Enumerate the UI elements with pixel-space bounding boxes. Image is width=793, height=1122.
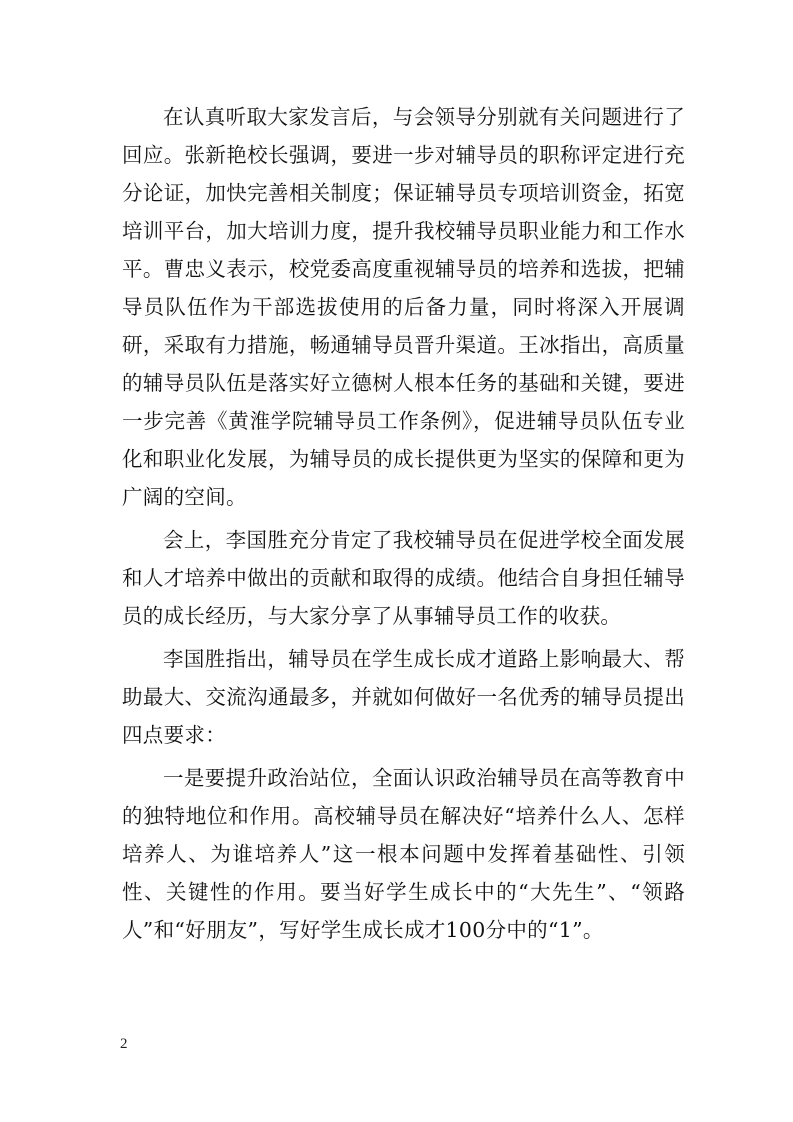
paragraph-li-guosheng-requirements: 李国胜指出，辅导员在学生成长成才道路上影响最大、帮助最大、交流沟通最多，并就如何做好一名优秀的辅导员提出四点要求： xyxy=(122,647,685,747)
paragraph-first-requirement: 一是要提升政治站位，全面认识政治辅导员在高等教育中的独特地位和作用。高校辅导员在解决好“培养什么人、怎样培养人、为谁培养人”这一根本问题中发挥着基础性、引领性、关键性的作用。要当好学生成长中的“大先生”、“领路人”和“好朋友”，写好学生成长成才100分中的“1”。 xyxy=(122,766,685,942)
page-number: 2 xyxy=(120,1036,128,1052)
body-text xyxy=(122,98,685,954)
paragraph-li-guosheng-affirmation: 会上，李国胜充分肯定了我校辅导员在促进学校全面发展和人才培养中做出的贡献和取得的成绩。他结合自身担任辅导员的成长经历，与大家分享了从事辅导员工作的收获。 xyxy=(122,528,685,628)
paragraph-leaders-response: 在认真听取大家发言后，与会领导分别就有关问题进行了回应。张新艳校长强调，要进一步对辅导员的职称评定进行充分论证，加快完善相关制度；保证辅导员专项培训资金，拓宽培训平台，加大培训力度，提升我校辅导员职业能力和工作水平。曹忠义表示，校党委高度重视辅导员的培养和选拔，把辅导员队伍作为干部选拔使用的后备力量，同时将深入开展调研，采取有力措施，畅通辅导员晋升渠道。王冰指出，高质量的辅导员队伍是落实好立德树人根本任务的基础和关键，要进一步完善《黄淮学院辅导员工作条例》，促进辅导员队伍专业化和职业化发展，为辅导员的成长提供更为坚实的保障和更为广阔的空间。 xyxy=(122,105,685,509)
